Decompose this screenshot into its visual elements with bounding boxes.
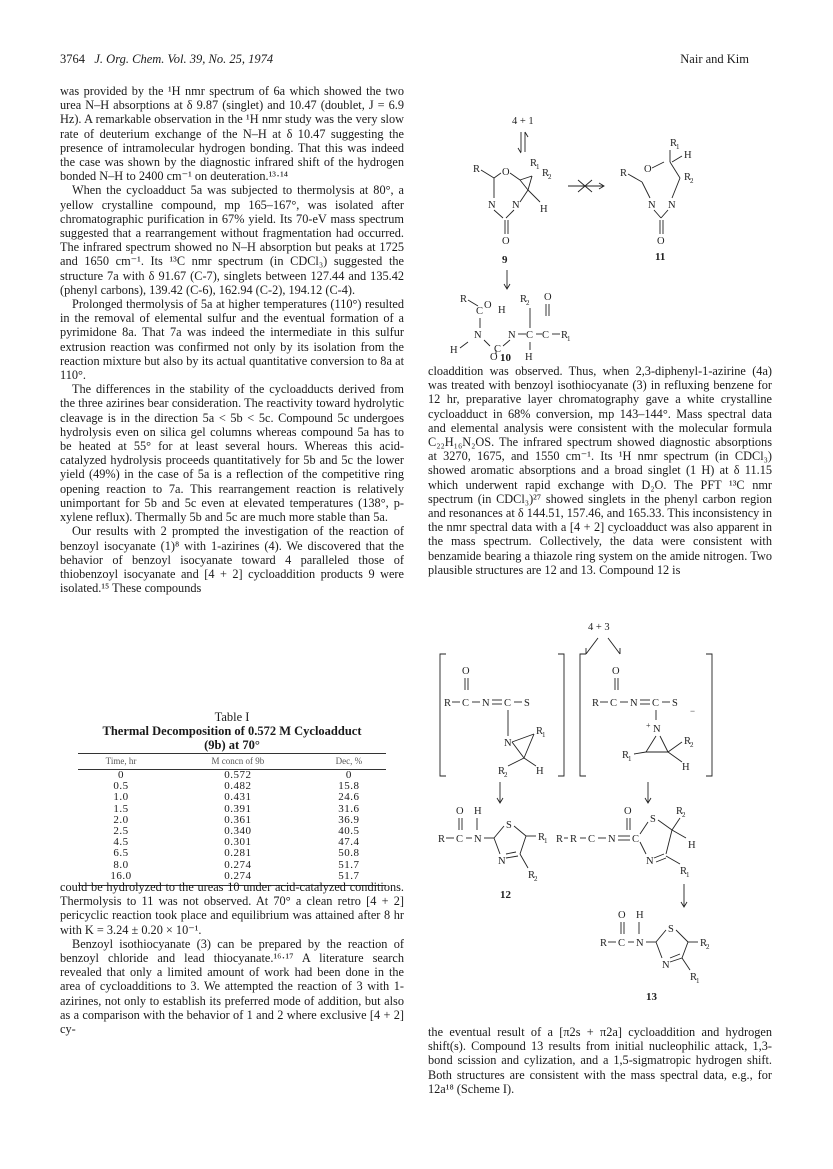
- svg-text:2: 2: [548, 173, 552, 181]
- svg-text:H: H: [682, 762, 690, 773]
- table-cell: 31.6: [338, 802, 360, 815]
- svg-text:N: N: [474, 834, 482, 845]
- svg-text:2: 2: [526, 299, 530, 307]
- svg-text:C: C: [542, 330, 550, 341]
- running-header-left: [60, 52, 273, 67]
- running-header-authors: Nair and Kim: [680, 52, 749, 66]
- svg-text:H: H: [474, 806, 482, 817]
- svg-text:S: S: [524, 698, 530, 709]
- svg-text:N: N: [608, 834, 616, 845]
- paragraph: cloaddition was observed. Thus, when 2,3-diphenyl-1-azirine (4a) was treated with benzoyl isothiocyanate (3) in refluxing benzene for 12 hr, preparative layer chromatography gave a white crystalline cycloadduct in 68% conversion, mp 143–144°. Mass spectral data and elemental analysis were consistent with the molecular formula C₂₂H₁₆N₂OS. The infrared spectrum showed diagnostic absorptions at 3270, 1675, and 1550 cm⁻¹. Its ¹H nmr spectrum (in CDCl₃) showed aromatic absorptions and a broad singlet (1 H) at δ 11.15 which underwent rapid exchange with D₂O. The PFT ¹³C nmr spectrum (in CDCl₃)²⁷ showed singlets in the phenyl carbon region and resonances at δ 144.51, 157.46, and 165.33. This inconsistency in the nmr spectral data with a [4 + 2] cycloadduct was also apparent in the mass spectrum. Collectively, the data were consistent with benzamide bearing a thiazole ring system on the amide nitrogen. Two plausible structures are 12 and 13. Compound 12 is: [428, 364, 772, 577]
- scheme-top: [428, 110, 768, 360]
- table-cell: 16.0: [78, 871, 164, 886]
- svg-text:N: N: [636, 938, 644, 949]
- svg-text:O: O: [456, 806, 464, 817]
- table-cell: 47.4: [338, 836, 360, 849]
- svg-text:R: R: [538, 832, 546, 843]
- table-cell: 1.0: [113, 791, 129, 804]
- svg-text:R: R: [530, 158, 538, 169]
- scheme-top-reactants: 4 + 1: [512, 116, 534, 127]
- scheme-bottom: [436, 616, 776, 1016]
- table-cell: 15.8: [338, 780, 360, 793]
- svg-text:N: N: [662, 960, 670, 971]
- svg-text:R: R: [680, 866, 688, 877]
- journal-citation: J. Org. Chem. Vol. 39, No. 25, 1974: [94, 52, 274, 66]
- table-cell: 0.301: [224, 836, 252, 849]
- svg-text:C: C: [504, 698, 512, 709]
- svg-text:R: R: [473, 164, 481, 175]
- svg-text:R: R: [570, 834, 578, 845]
- svg-text:C: C: [618, 938, 626, 949]
- svg-text:R: R: [622, 750, 630, 761]
- svg-text:1: 1: [696, 977, 700, 985]
- svg-text:S: S: [650, 814, 656, 825]
- svg-text:N: N: [474, 330, 482, 341]
- svg-text:1: 1: [544, 837, 548, 845]
- svg-text:O: O: [490, 352, 498, 360]
- svg-text:N: N: [653, 724, 661, 735]
- table-cell: 8.0: [113, 858, 129, 871]
- table-row: [78, 848, 386, 859]
- svg-text:R: R: [676, 806, 684, 817]
- svg-text:R: R: [520, 294, 528, 305]
- svg-text:O: O: [462, 666, 470, 677]
- svg-text:2: 2: [682, 811, 686, 819]
- svg-text:R: R: [690, 972, 698, 983]
- table-cell: 0: [117, 769, 124, 781]
- svg-text:R: R: [684, 736, 692, 747]
- paragraph: was provided by the ¹H nmr spectrum of 6a which showed the two urea N–H absorptions at δ 9.87 (singlet) and 10.47 (doublet, J = 6.9 Hz). A remarkable observation in the ¹H nmr study was the very slow rate of deuterium exchange of the N–H at δ 10.47 suggesting the presence of intramolecular hydrogen bonding. That this was indeed the case was shown by the diagnostic infrared shift of the hydrogen bonded N–H to 2400 cm⁻¹ on deuteration.¹³·¹⁴: [60, 84, 404, 184]
- table-cell: 6.5: [113, 847, 129, 860]
- svg-text:2: 2: [690, 741, 694, 749]
- table-title: Table I: [214, 710, 250, 724]
- svg-text:S: S: [506, 820, 512, 831]
- svg-text:−: −: [690, 706, 696, 716]
- table-cell: 36.9: [338, 813, 360, 826]
- table-cell: 0.482: [224, 780, 252, 793]
- svg-text:1: 1: [686, 871, 690, 879]
- table-cell: 0.5: [113, 780, 129, 793]
- table-cell: 40.5: [338, 825, 360, 838]
- svg-text:O: O: [624, 806, 632, 817]
- table-cell: 2.5: [113, 825, 129, 838]
- svg-text:N: N: [488, 200, 496, 211]
- col-header-time: Time, hr: [78, 754, 164, 770]
- svg-text:R: R: [438, 834, 446, 845]
- svg-text:R: R: [542, 168, 550, 179]
- svg-text:H: H: [688, 840, 696, 851]
- svg-text:N: N: [498, 856, 506, 867]
- svg-text:O: O: [484, 300, 492, 311]
- svg-text:2: 2: [690, 177, 694, 185]
- table-subtitle: Thermal Decomposition of 0.572 M Cycloadduct (9b) at 70°: [102, 724, 362, 752]
- paragraph: Benzoyl isothiocyanate (3) can be prepared by the reaction of benzoyl chloride and lead thiocyanate.¹⁶·¹⁷ A literature search revealed that only a limited amount of work had been done in the area of cycloadditions to 3. We attempted the reaction of 3 with 1-azirines, not only to establish its preferred mode of addition, but also as a comparison with the behavior of 1 and 2 where exclusive [4 + 2] cy-: [60, 936, 404, 1037]
- svg-text:1: 1: [628, 755, 632, 763]
- svg-text:N: N: [512, 200, 520, 211]
- svg-text:1: 1: [542, 731, 546, 739]
- compound-11-label: 11: [655, 251, 666, 263]
- svg-text:1: 1: [567, 335, 571, 343]
- table-cell: 0.431: [224, 791, 252, 804]
- svg-text:C: C: [652, 698, 660, 709]
- svg-text:C: C: [588, 834, 596, 845]
- svg-text:R: R: [556, 834, 564, 845]
- svg-text:2: 2: [706, 943, 710, 951]
- svg-text:O: O: [502, 167, 510, 178]
- svg-text:O: O: [502, 236, 510, 247]
- svg-text:C: C: [462, 698, 470, 709]
- svg-text:R: R: [670, 138, 678, 149]
- svg-text:R: R: [498, 766, 506, 777]
- table-caption: [60, 710, 404, 752]
- paragraph: the eventual result of a [π2s + π2a] cycloaddition and hydrogen shift(s). Compound 13 results from initial nucleophilic attack, 1,3-bond scission and cylization, and a 1,5-sigmatropic hydrogen shift. Both structures are consistent with the mass spectral data, e.g., for 12a¹⁸ (Scheme I).: [428, 1025, 772, 1096]
- left-column: [60, 84, 404, 595]
- svg-text:H: H: [540, 204, 548, 215]
- paragraph: The differences in the stability of the cycloadducts derived from the three azirines bear consideration. The reactivity toward hydrolytic cleavage is in the direction 5a < 5b < 5c. Compound 5c undergoes hydrolysis even on silica gel columns whereas compound 5a has to be heated at 55° for at least several hours. Whereas this acid-catalyzed hydrolysis proceeds quantitatively for 5b and 5c the lower yield (49%) in the case of 5a is a reflection of the competitive ring opening reaction to 7a. This rearrangement reaction is relatively unimportant for 5b and 5c even at elevated temperatures (138°, p-xylene reflux). Thermally 5b and 5c are much more stable than 5a.: [60, 382, 404, 525]
- svg-text:H: H: [636, 910, 644, 921]
- svg-text:S: S: [672, 698, 678, 709]
- table-cell: 0: [345, 769, 352, 781]
- svg-text:O: O: [612, 666, 620, 677]
- table-row: [78, 792, 386, 803]
- table-cell: 4.5: [113, 836, 129, 849]
- svg-text:O: O: [544, 292, 552, 303]
- compound-12-label: 12: [500, 889, 511, 901]
- left-column-continued: [60, 880, 404, 1036]
- svg-text:H: H: [525, 352, 533, 360]
- svg-text:N: N: [668, 200, 676, 211]
- table-cell: 0.361: [224, 813, 252, 826]
- svg-text:O: O: [618, 910, 626, 921]
- svg-text:C: C: [610, 698, 618, 709]
- svg-text:1: 1: [536, 163, 540, 171]
- svg-text:R: R: [460, 294, 468, 305]
- svg-text:C: C: [632, 834, 640, 845]
- svg-text:N: N: [648, 200, 656, 211]
- col-header-dec: Dec, %: [312, 754, 386, 770]
- col-header-concn: M concn of 9b: [164, 754, 312, 770]
- table-cell: 2.0: [113, 813, 129, 826]
- table-cell: 0.274: [224, 858, 252, 871]
- svg-text:H: H: [498, 305, 506, 316]
- svg-text:N: N: [482, 698, 490, 709]
- svg-text:R: R: [561, 330, 569, 341]
- table-cell: 0.274: [164, 871, 312, 886]
- svg-text:R: R: [684, 172, 692, 183]
- table-cell: 0.340: [224, 825, 252, 838]
- right-column-bottom: [428, 1025, 772, 1096]
- svg-text:1: 1: [676, 143, 680, 151]
- svg-text:R: R: [528, 870, 536, 881]
- svg-text:N: N: [646, 856, 654, 867]
- compound-9-label: 9: [502, 254, 508, 266]
- svg-text:C: C: [456, 834, 464, 845]
- svg-text:O: O: [644, 164, 652, 175]
- svg-text:R: R: [620, 168, 628, 179]
- svg-text:R: R: [600, 938, 608, 949]
- right-column: [428, 364, 772, 577]
- svg-text:+: +: [646, 721, 651, 730]
- table-cell: 24.6: [338, 791, 360, 804]
- compound-10-label: 10: [500, 352, 511, 364]
- paragraph: could be hydrolyzed to the ureas 10 under acid-catalyzed conditions. Thermolysis to 11 was not observed. At 70° a clean retro [4 + 2] pericyclic reaction took place and equilibrium was attained after 8 hr with K = 3.24 ± 0.20 × 10⁻¹.: [60, 880, 404, 937]
- table-cell: 0.281: [224, 847, 252, 860]
- svg-text:O: O: [657, 236, 665, 247]
- svg-text:C: C: [526, 330, 534, 341]
- svg-text:S: S: [668, 924, 674, 935]
- table-cell: 51.7: [338, 858, 360, 871]
- table-cell: 51.7: [312, 871, 386, 886]
- svg-text:R: R: [592, 698, 600, 709]
- table-cell: 1.5: [113, 802, 129, 815]
- svg-text:N: N: [504, 738, 512, 749]
- scheme-bottom-reactants: 4 + 3: [588, 622, 610, 633]
- svg-text:N: N: [630, 698, 638, 709]
- svg-text:R: R: [444, 698, 452, 709]
- table-cell: 0.391: [224, 802, 252, 815]
- paragraph: When the cycloadduct 5a was subjected to thermolysis at 80°, a yellow crystalline compound, mp 165–167°, was isolated after chromatographic purification in 67% yield. Its 70-eV mass spectrum suggested that a rearrangement without fragmentation had occurred. The infrared spectrum showed no N–H absorption but peaks at 1725 and 1650 cm⁻¹. Its ¹³C nmr spectrum (in CDCl₃) suggested the structure 7a with δ 91.67 (C-7), singlets between 127.44 and 135.42 (phenyl carbons), 139.42 (C-6), 162.94 (C-2), 194.12 (C-4).: [60, 183, 404, 297]
- svg-text:2: 2: [504, 771, 508, 779]
- decomposition-table: [78, 753, 386, 886]
- paragraph: Prolonged thermolysis of 5a at higher temperatures (110°) resulted in the removal of elemental sulfur and the eventual formation of a pyrimidone 8a. That 7a was indeed the intermediate in this sulfur extrusion reaction was confirmed not only by its isolation from the reaction mixture but also by its actual quantitative conversion to 8a at 110°.: [60, 297, 404, 383]
- svg-text:N: N: [508, 330, 516, 341]
- svg-text:2: 2: [534, 875, 538, 883]
- table-cell: 0.572: [224, 769, 252, 781]
- compound-13-label: 13: [646, 991, 657, 1003]
- svg-text:R: R: [536, 726, 544, 737]
- page-number: 3764: [60, 52, 85, 66]
- svg-text:R: R: [700, 938, 708, 949]
- svg-text:H: H: [684, 150, 692, 161]
- svg-text:H: H: [536, 766, 544, 777]
- svg-text:H: H: [450, 345, 458, 356]
- paragraph: Our results with 2 prompted the investigation of the reaction of benzoyl isocyanate (1)⁸ with 1-azirines (4). We discovered that the behavior of benzoyl isocyanate toward 4 paralleled those of thiobenzoyl isocyanate and [4 + 2] cycloaddition products 9 were isolated.¹⁵ These compounds: [60, 524, 404, 596]
- table-cell: 50.8: [338, 847, 360, 860]
- svg-text:C: C: [494, 344, 502, 355]
- svg-text:C: C: [476, 306, 484, 317]
